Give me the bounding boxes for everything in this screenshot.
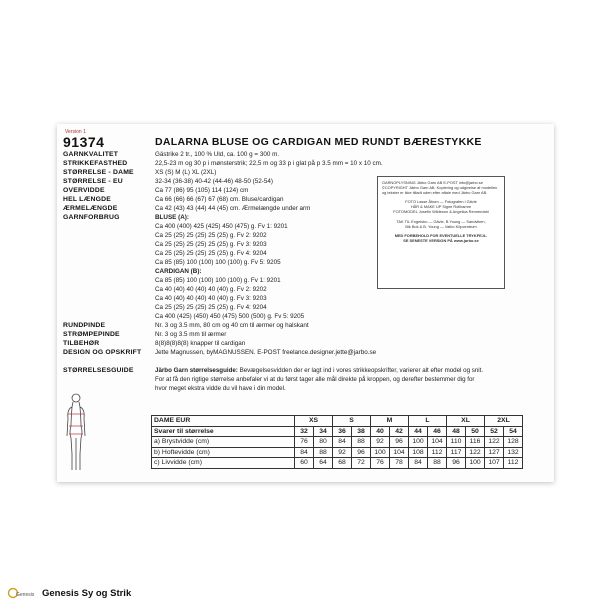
eu-size: 34 — [314, 426, 333, 437]
storrelse-dame-label: STØRRELSE - DAME — [63, 169, 134, 176]
garnkvalitet-label: GARNKVALITET — [63, 151, 119, 158]
eu-size: 44 — [409, 426, 428, 437]
measure-value: 88 — [352, 437, 371, 448]
hel-laengde-value: Ca 66 (66) 66 (67) 67 (68) cm. Bluse/cardigan — [155, 196, 284, 203]
genesis-logo-icon — [8, 586, 35, 600]
storrelse-eu-value: 32-34 (36-38) 40-42 (44-46) 48-50 (52-54) — [155, 178, 273, 185]
measure-value: 117 — [447, 447, 466, 458]
bluse-line: Ca 85 (85) 100 (100) 100 (100) g. Fv 5: 9205 — [155, 259, 281, 266]
measure-value: 128 — [504, 437, 523, 448]
copyright-text: og tekster er ikke tilladt uden efter aftale med Järbo Garn AB. — [382, 190, 488, 196]
garnoplysning-text: GARNOPLYSNING Järbo Garn AB E-POST info@jarbo.se — [382, 180, 483, 185]
rundpinde-label: RUNDPINDE — [63, 322, 106, 329]
guide-text-line2: For at få den rigtige størrelse anbefaler vi at du først tager alle mål direkte på kroppen, og derefter bestemmer dig for — [155, 376, 475, 383]
measure-value: 104 — [428, 437, 447, 448]
strompepinde-value: Nr. 3 og 3.5 mm til ærmer — [155, 331, 227, 338]
seneste-version-text: SE SENESTE VERSION PÅ www.jarbo.se — [403, 237, 479, 243]
measure-name: c) Livvidde (cm) — [152, 458, 295, 469]
size-table — [151, 415, 523, 469]
storrelse-eu-label: STØRRELSE - EU — [63, 178, 123, 185]
measure-value: 112 — [504, 458, 523, 469]
measure-value: 116 — [466, 437, 485, 448]
cardigan-line: Ca 40 (40) 40 (40) 40 (40) g. Fv 2: 9202 — [155, 286, 267, 293]
design-value: Jette Magnussen, byMAGNUSSEN. E-POST freelance.designer.jette@jarbo.se — [155, 349, 377, 356]
measure-value: 110 — [447, 437, 466, 448]
storrelsesguide-label: STØRRELSESGUIDE — [63, 367, 134, 374]
storrelse-dame-value: XS (S) M (L) XL (2XL) — [155, 169, 217, 176]
measure-value: 92 — [333, 447, 352, 458]
measure-value: 92 — [371, 437, 390, 448]
tak-til-text: TAK TIL Engelsbo — Gävle, B.Young — Sandviken, — [396, 218, 486, 224]
measure-value: 72 — [352, 458, 371, 469]
overvidde-label: OVERVIDDE — [63, 187, 105, 194]
pattern-number: 91374 — [63, 134, 105, 150]
rundpinde-value: Nr. 3 og 3.5 mm, 80 cm og 40 cm til ærmer og halskant — [155, 322, 309, 329]
cardigan-line: Ca 85 (85) 100 (100) 100 (100) g. Fv 1: 9201 — [155, 277, 281, 284]
garnkvalitet-value: Gästrike 2 tr., 100 % Uld, ca. 100 g = 300 m. — [155, 151, 280, 158]
guide-text-line1 — [155, 367, 483, 374]
measure-value: 107 — [485, 458, 504, 469]
footer-brand[interactable]: Genesis Sy og Strik — [42, 588, 132, 599]
bluse-line: Ca 25 (25) 25 (25) 25 (25) g. Fv 4: 9204 — [155, 250, 267, 257]
pattern-title: DALARNA BLUSE OG CARDIGAN MED RUNDT BÆRESTYKKE — [155, 136, 482, 148]
pattern-card — [57, 124, 554, 482]
cardigan-line: Ca 25 (25) 25 (25) 25 (25) g. Fv 4: 9204 — [155, 304, 267, 311]
measure-name: a) Brystvidde (cm) — [152, 437, 295, 448]
measure-value: 88 — [428, 458, 447, 469]
measure-value: 84 — [295, 447, 314, 458]
size-header: 2XL — [485, 416, 523, 427]
measure-value: 96 — [447, 458, 466, 469]
bluse-line: Ca 25 (25) 25 (25) 25 (25) g. Fv 3: 9203 — [155, 241, 267, 248]
credits-box — [377, 176, 505, 289]
eu-size: 48 — [447, 426, 466, 437]
hel-laengde-label: HEL LÆNGDE — [63, 196, 111, 203]
size-table-subtitle: Svarer til størrelse — [152, 426, 295, 437]
measure-value: 96 — [352, 447, 371, 458]
measure-value: 100 — [409, 437, 428, 448]
guide-text: Bevægelsesvidden der er lagt ind i vores strikkeopskrifter, varierer alt efter model og snit. — [239, 367, 484, 374]
measure-value: 84 — [333, 437, 352, 448]
strikkefasthed-label: STRIKKEFASTHED — [63, 160, 128, 167]
measure-value: 122 — [466, 447, 485, 458]
eu-size: 42 — [390, 426, 409, 437]
foto-credit: FOTO Lasse Åbom — Fotografen i Gävle — [405, 199, 477, 205]
body-measurement-figure-icon — [63, 392, 89, 474]
forbehold-text: MED FORBEHOLD FOR EVENTUELLE TRYKFEJL. — [394, 232, 488, 238]
tilbehor-label: TILBEHØR — [63, 340, 100, 347]
eu-size: 36 — [333, 426, 352, 437]
guide-lead: Järbo Garn størrelsesguide: — [155, 367, 238, 374]
eu-size: 38 — [352, 426, 371, 437]
cardigan-heading: CARDIGAN (B): — [155, 268, 202, 275]
aermelaengde-value: Ca 42 (43) 43 (44) 44 (45) cm. Ærmelængde under arm — [155, 205, 311, 212]
measure-value: 88 — [314, 447, 333, 458]
measure-value: 96 — [390, 437, 409, 448]
guide-text-line3: hvor meget ekstra vidde du vil have i din model. — [155, 385, 286, 392]
measure-value: 108 — [409, 447, 428, 458]
eu-size: 54 — [504, 426, 523, 437]
har-makeup-credit: HÅR & MAKE UP Signe Rollhamre — [410, 204, 472, 210]
measure-value: 80 — [314, 437, 333, 448]
genesis-logo-text: Genesis — [16, 592, 35, 598]
size-header: M — [371, 416, 409, 427]
version-label: Version 1 — [65, 129, 86, 135]
measure-value: 76 — [371, 458, 390, 469]
measure-value: 132 — [504, 447, 523, 458]
copyright-text: ©COPYRIGHT Järbo Garn AB. Kopiering og udgivelse af modellen — [382, 185, 498, 191]
measure-value: 76 — [295, 437, 314, 448]
tilbehor-value: 8(8)8(8)8(8) knapper til cardigan — [155, 340, 246, 347]
eu-size: 32 — [295, 426, 314, 437]
table-row — [152, 458, 523, 469]
measure-value: 100 — [371, 447, 390, 458]
eu-size: 52 — [485, 426, 504, 437]
size-header: XL — [447, 416, 485, 427]
size-header: L — [409, 416, 447, 427]
size-table-title: DAME EUR — [152, 416, 295, 427]
measure-value: 112 — [428, 447, 447, 458]
measure-name: b) Hoftevidde (cm) — [152, 447, 295, 458]
aermelaengde-label: ÆRMELÆNGDE — [63, 205, 118, 212]
design-label: DESIGN OG OPSKRIFT — [63, 349, 142, 356]
measure-value: 127 — [485, 447, 504, 458]
table-row — [152, 437, 523, 448]
table-row — [152, 447, 523, 458]
strikkefasthed-value: 22,5-23 m og 30 p i mønsterstrik; 22,5 m og 33 p i glat på p 3.5 mm = 10 x 10 cm. — [155, 160, 383, 167]
eu-size: 40 — [371, 426, 390, 437]
size-header: XS — [295, 416, 333, 427]
measure-value: 60 — [295, 458, 314, 469]
cardigan-line: Ca 40 (40) 40 (40) 40 (40) g. Fv 3: 9203 — [155, 295, 267, 302]
tak-til-text: Bik Bok & B. Young — Valbo Köpcentrum — [405, 223, 477, 229]
bluse-heading: BLUSE (A): — [155, 214, 189, 221]
measure-value: 64 — [314, 458, 333, 469]
measure-value: 100 — [466, 458, 485, 469]
strompepinde-label: STRØMPEPINDE — [63, 331, 120, 338]
measure-value: 104 — [390, 447, 409, 458]
garnforbrug-label: GARNFORBRUG — [63, 214, 120, 221]
measure-value: 84 — [409, 458, 428, 469]
bluse-line: Ca 400 (400) 425 (425) 450 (475) g. Fv 1: 9201 — [155, 223, 288, 230]
bluse-line: Ca 25 (25) 25 (25) 25 (25) g. Fv 2: 9202 — [155, 232, 267, 239]
cardigan-line: Ca 400 (425) (450) 450 (475) 500 (500) g. Fv 5: 9205 — [155, 313, 305, 320]
measure-value: 78 — [390, 458, 409, 469]
fotomodel-credit: FOTOMODEL Josefin Wildeson & Angelica Rennerdahl — [393, 209, 489, 215]
size-header: S — [333, 416, 371, 427]
eu-size: 50 — [466, 426, 485, 437]
measure-value: 122 — [485, 437, 504, 448]
measure-value: 68 — [333, 458, 352, 469]
eu-size: 46 — [428, 426, 447, 437]
overvidde-value: Ca 77 (86) 95 (105) 114 (124) cm — [155, 187, 249, 194]
